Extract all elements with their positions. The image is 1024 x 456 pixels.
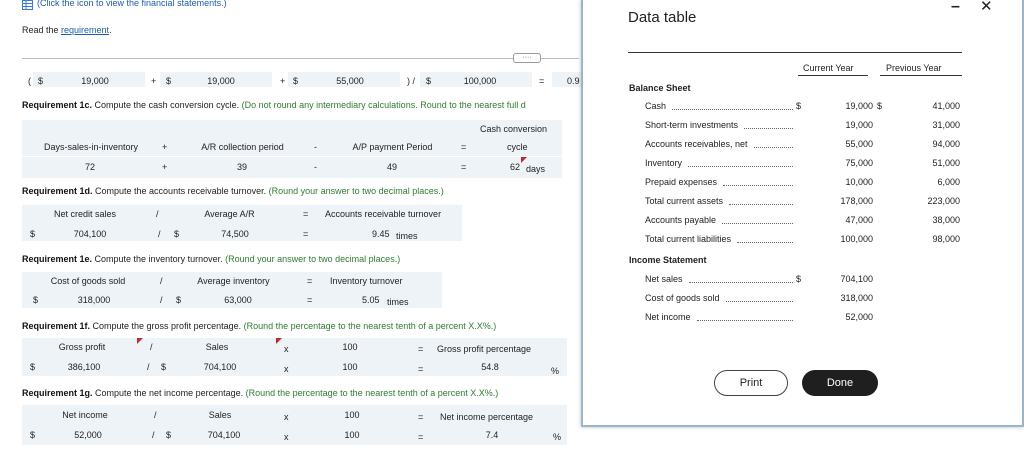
req1d-header-ncs: Net credit sales bbox=[53, 209, 117, 219]
table-top-border bbox=[628, 52, 962, 53]
req1c-header-ap: A/P payment Period bbox=[352, 142, 433, 152]
dotted-leader bbox=[697, 320, 793, 321]
dotted-leader bbox=[744, 128, 793, 129]
bs-row-previous: 6,000 bbox=[937, 177, 960, 187]
row0-close: ) / bbox=[407, 76, 415, 86]
req1f-equals: = bbox=[418, 364, 424, 374]
requirement-link[interactable]: requirement bbox=[61, 25, 110, 35]
req1d-art-value[interactable]: 9.45 bbox=[372, 229, 390, 239]
req1g-title bbox=[22, 388, 498, 398]
req1f-header-gp: Gross profit bbox=[58, 342, 106, 352]
req1g-header-nip: Net income percentage bbox=[440, 412, 534, 422]
req1c-header-ccc-2: cycle bbox=[507, 142, 528, 152]
req1c-instructions: (Do not round any intermediary calculations. Round to the nearest full d bbox=[241, 100, 526, 110]
is-row-label: Net sales bbox=[645, 274, 683, 284]
req1g-instructions: (Round the percentage to the nearest tenth of a percent X.X%.) bbox=[245, 388, 499, 398]
bs-row-previous: 223,000 bbox=[927, 196, 960, 206]
req1c-separator bbox=[22, 156, 562, 157]
bs-row-previous: 38,000 bbox=[932, 215, 960, 225]
bs-row-label: Accounts payable bbox=[645, 215, 717, 225]
req1c-op2b: - bbox=[314, 162, 317, 172]
col-current-year: Current Year bbox=[803, 63, 854, 73]
bs-row-current: 10,000 bbox=[845, 177, 873, 187]
req1c-title bbox=[22, 100, 526, 110]
dotted-leader bbox=[722, 223, 793, 224]
bs-row-label: Cash bbox=[645, 101, 667, 111]
req1e-header-it: Inventory turnover bbox=[330, 276, 403, 286]
req1f-dollar1: $ bbox=[30, 362, 36, 372]
req1d-header-avgar: Average A/R bbox=[204, 209, 255, 219]
req1d-dollar2: $ bbox=[174, 229, 180, 239]
req1e-bold: Requirement 1e. bbox=[22, 254, 93, 264]
balance-sheet-heading: Balance Sheet bbox=[629, 83, 691, 93]
req1e-unit: times bbox=[387, 297, 409, 307]
period: . bbox=[109, 25, 112, 35]
req1g-sales-value[interactable]: 704,100 bbox=[207, 430, 241, 440]
row0-dollar4: $ bbox=[426, 76, 432, 86]
row0-dollar2: $ bbox=[166, 76, 172, 86]
req1f-instructions: (Round the percentage to the nearest tenth of a percent X.X%.) bbox=[243, 321, 497, 331]
req1d-op2: = bbox=[303, 209, 309, 219]
req1e-header-cogs: Cost of goods sold bbox=[50, 276, 126, 286]
dotted-leader bbox=[672, 109, 793, 110]
is-row-label: Cost of goods sold bbox=[645, 293, 720, 303]
req1d-bold: Requirement 1d. bbox=[22, 186, 93, 196]
req1g-header-100: 100 bbox=[344, 410, 360, 420]
req1f-op1: / bbox=[150, 342, 153, 352]
req1f-slash: / bbox=[147, 362, 150, 372]
is-row-label: Net income bbox=[645, 312, 691, 322]
req1d-text: Compute the accounts receivable turnover. bbox=[92, 186, 269, 196]
req1d-header-art: Accounts receivable turnover bbox=[325, 209, 442, 219]
bs-row-previous: 41,000 bbox=[932, 101, 960, 111]
req1f-op2: x bbox=[284, 344, 289, 354]
dotted-leader bbox=[729, 204, 793, 205]
done-button[interactable]: Done bbox=[802, 370, 878, 396]
bs-row-current: 55,000 bbox=[845, 139, 873, 149]
more-button[interactable]: ···· bbox=[513, 53, 541, 63]
minimize-icon[interactable]: – bbox=[951, 0, 960, 15]
req1g-slash: / bbox=[152, 430, 155, 440]
dotted-leader bbox=[754, 147, 793, 148]
req1f-x: x bbox=[284, 364, 289, 374]
req1c-unit: days bbox=[526, 164, 546, 174]
req1g-ni-value[interactable]: 52,000 bbox=[74, 430, 102, 440]
bs-row-label: Total current liabilities bbox=[645, 234, 732, 244]
req1e-slash: / bbox=[160, 295, 163, 305]
req1f-header-100: 100 bbox=[342, 342, 358, 352]
req1e-header-avginv: Average inventory bbox=[197, 276, 270, 286]
dotted-leader bbox=[726, 301, 793, 302]
read-the-label: Read the bbox=[22, 25, 62, 35]
req1g-bold: Requirement 1g. bbox=[22, 388, 93, 398]
req1d-equals: = bbox=[303, 229, 309, 239]
is-row-current: 318,000 bbox=[840, 293, 873, 303]
req1g-x: x bbox=[284, 432, 289, 442]
req1c-op2: - bbox=[314, 142, 317, 152]
req1c-op1b: + bbox=[162, 162, 168, 172]
bs-row-current-dollar: $ bbox=[877, 101, 883, 111]
req1g-header-sales: Sales bbox=[208, 410, 232, 420]
req1c-header-ccc-1: Cash conversion bbox=[480, 124, 548, 134]
bs-row-label: Short-term investments bbox=[645, 120, 739, 130]
row0-equals: = bbox=[539, 76, 545, 86]
req1e-op2: = bbox=[307, 276, 313, 286]
req1d-op1: / bbox=[156, 209, 159, 219]
req1g-100-value: 100 bbox=[344, 430, 360, 440]
req1d-title bbox=[22, 186, 444, 196]
dotted-leader bbox=[688, 166, 793, 167]
req1f-title bbox=[22, 321, 496, 331]
req1g-nip-value[interactable]: 7.4 bbox=[485, 430, 499, 440]
bs-row-previous: 51,000 bbox=[932, 158, 960, 168]
dotted-leader bbox=[689, 282, 793, 283]
is-row-current: 704,100 bbox=[840, 274, 873, 284]
flag-icon bbox=[137, 338, 143, 344]
dotted-leader bbox=[723, 185, 793, 186]
bs-row-previous: 94,000 bbox=[932, 139, 960, 149]
req1e-it-value[interactable]: 5.05 bbox=[362, 295, 380, 305]
close-icon[interactable]: ✕ bbox=[980, 0, 993, 15]
open-paren: ( bbox=[28, 76, 31, 86]
col-previous-year: Previous Year bbox=[886, 63, 942, 73]
bs-row-previous: 31,000 bbox=[932, 120, 960, 130]
req1c-ap-value[interactable]: 49 bbox=[386, 162, 397, 172]
req1g-percent: % bbox=[553, 432, 562, 442]
req1f-gpp-value[interactable]: 54.8 bbox=[481, 362, 499, 372]
bs-row-current: 19,000 bbox=[845, 101, 873, 111]
bs-row-label: Accounts receivables, net bbox=[645, 139, 748, 149]
is-row-dollar: $ bbox=[796, 274, 802, 284]
row0-dollar1: $ bbox=[38, 76, 44, 86]
req1c-dsi-value[interactable]: 72 bbox=[84, 162, 95, 172]
req1g-header-ni: Net income bbox=[62, 410, 108, 420]
print-button[interactable]: Print bbox=[714, 370, 788, 396]
row0-dollar3: $ bbox=[293, 76, 299, 86]
col-current-underline bbox=[798, 75, 868, 76]
is-row-current: 52,000 bbox=[845, 312, 873, 322]
req1g-op2: x bbox=[284, 412, 289, 422]
read-requirement-text bbox=[22, 25, 112, 35]
req1f-sales-value[interactable]: 704,100 bbox=[203, 362, 237, 372]
bs-row-current: 47,000 bbox=[845, 215, 873, 225]
req1g-op3: = bbox=[418, 412, 424, 422]
req1e-avginv-value[interactable]: 63,000 bbox=[224, 295, 252, 305]
req1g-text: Compute the net income percentage. bbox=[92, 388, 246, 398]
table-icon[interactable] bbox=[22, 0, 33, 7]
req1e-cogs-value[interactable]: 318,000 bbox=[77, 295, 111, 305]
row0-value2[interactable]: 19,000 bbox=[207, 76, 235, 86]
bs-row-current: 19,000 bbox=[845, 120, 873, 130]
bs-row-label: Prepaid expenses bbox=[645, 177, 718, 187]
req1c-op3: = bbox=[461, 142, 467, 152]
req1e-title bbox=[22, 254, 400, 264]
row0-value3[interactable]: 55,000 bbox=[336, 76, 364, 86]
req1d-ncs-value[interactable]: 704,100 bbox=[73, 229, 107, 239]
bs-row-current: 75,000 bbox=[845, 158, 873, 168]
req1c-ar-value[interactable]: 39 bbox=[236, 162, 247, 172]
data-table-dialog bbox=[581, 0, 1024, 427]
req1d-avgar-value[interactable]: 74,500 bbox=[221, 229, 249, 239]
req1d-slash: / bbox=[158, 229, 161, 239]
req1f-gp-value[interactable]: 386,100 bbox=[67, 362, 101, 372]
req1c-ccc-value[interactable]: 62 bbox=[510, 162, 521, 172]
req1f-header-sales: Sales bbox=[205, 342, 229, 352]
bs-row-current: 100,000 bbox=[840, 234, 873, 244]
req1f-text: Compute the gross profit percentage. bbox=[90, 321, 244, 331]
bs-row-label: Total current assets bbox=[645, 196, 724, 206]
flag-icon bbox=[521, 157, 527, 163]
req1e-text: Compute the inventory turnover. bbox=[92, 254, 226, 264]
row0-value1[interactable]: 19,000 bbox=[81, 76, 109, 86]
req1f-op3: = bbox=[418, 344, 424, 354]
income-statement-heading: Income Statement bbox=[629, 255, 707, 265]
req1c-op1: + bbox=[162, 142, 168, 152]
req1d-unit: times bbox=[396, 231, 418, 241]
req1d-instructions: (Round your answer to two decimal places.) bbox=[268, 186, 444, 196]
req1c-op3b: = bbox=[461, 162, 467, 172]
row0-plus1: + bbox=[151, 76, 157, 86]
req1c-text: Compute the cash conversion cycle. bbox=[92, 100, 242, 110]
financial-statements-link[interactable]: (Click the icon to view the financial statements.) bbox=[37, 0, 227, 8]
row0-value4[interactable]: 100,000 bbox=[463, 76, 497, 86]
req1f-dollar2: $ bbox=[161, 362, 167, 372]
req1d-dollar1: $ bbox=[30, 229, 36, 239]
req1f-header-gpp: Gross profit percentage bbox=[437, 344, 532, 354]
req1f-100-value: 100 bbox=[342, 362, 358, 372]
col-previous-underline bbox=[880, 75, 962, 76]
req1c-header-ar: A/R collection period bbox=[201, 142, 284, 152]
req1g-equals: = bbox=[418, 432, 424, 442]
req1f-percent: % bbox=[551, 366, 560, 376]
req1f-bold: Requirement 1f. bbox=[22, 321, 91, 331]
req1g-op1: / bbox=[154, 410, 157, 420]
bs-row-previous: 98,000 bbox=[932, 234, 960, 244]
bs-row-current: 178,000 bbox=[840, 196, 873, 206]
bs-row-label: Inventory bbox=[645, 158, 683, 168]
row0-result[interactable]: 0.9 bbox=[567, 76, 580, 86]
req1e-instructions: (Round your answer to two decimal places.) bbox=[225, 254, 401, 264]
flag-icon bbox=[276, 338, 282, 344]
dialog-title: Data table bbox=[628, 9, 697, 26]
req1g-dollar2: $ bbox=[166, 430, 172, 440]
req1e-op1: / bbox=[160, 276, 163, 286]
req1e-dollar1: $ bbox=[33, 295, 39, 305]
req1c-header-dsi: Days-sales-in-inventory bbox=[43, 142, 139, 152]
divider bbox=[22, 58, 579, 59]
row0-plus2: + bbox=[280, 76, 286, 86]
dotted-leader bbox=[737, 242, 793, 243]
req1e-equals: = bbox=[307, 295, 313, 305]
req1c-bold: Requirement 1c. bbox=[22, 100, 93, 110]
bs-row-dollar: $ bbox=[796, 101, 802, 111]
req1g-dollar1: $ bbox=[30, 430, 36, 440]
req1e-dollar2: $ bbox=[176, 295, 182, 305]
